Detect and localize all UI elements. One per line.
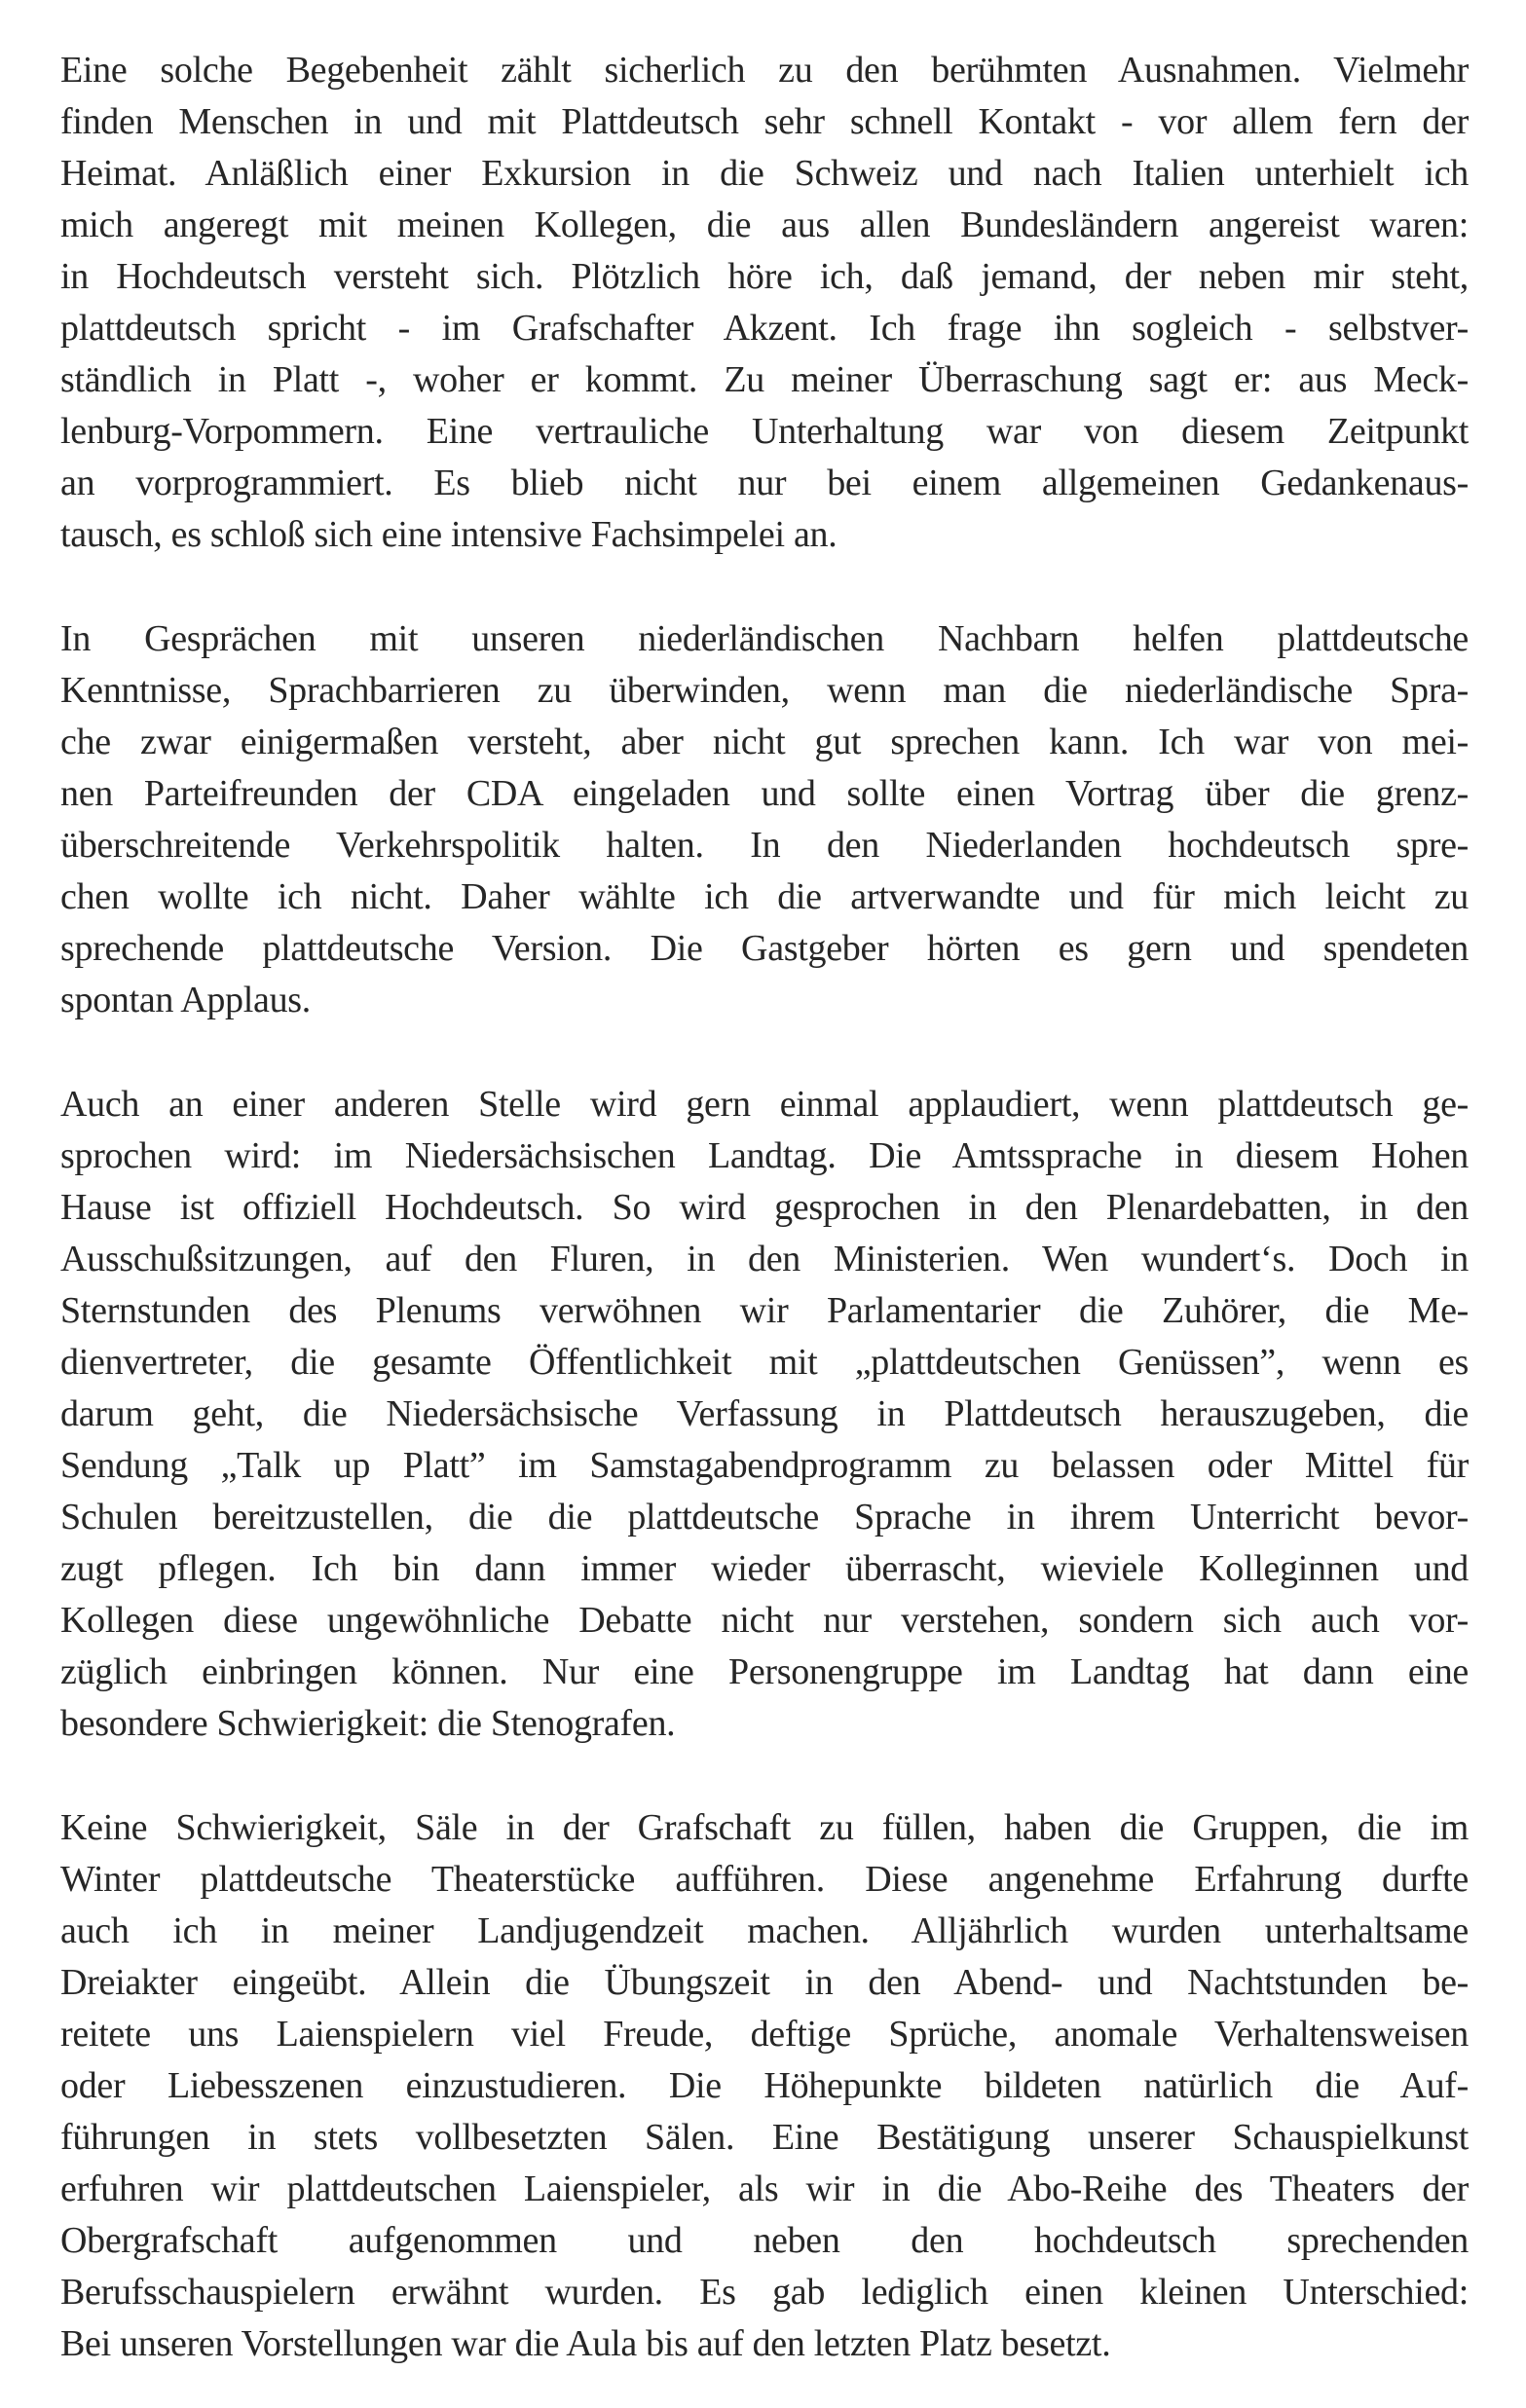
text-line: che zwar einigermaßen versteht, aber nicht gut sprechen kann. Ich war von mei- [60, 722, 1469, 762]
text-line: sprechende plattdeutsche Version. Die Gastgeber hörten es gern und spendeten [60, 928, 1469, 969]
text-content [60, 45, 1469, 2370]
text-line: dienvertreter, die gesamte Öffentlichkeit mit „plattdeutschen Genüssen”, wenn es [60, 1342, 1469, 1383]
text-line: plattdeutsch spricht - im Grafschafter Akzent. Ich frage ihn sogleich - selbstver- [60, 308, 1469, 349]
text-line: Sendung „Talk up Platt” im Samstagabendprogramm zu belassen oder Mittel für [60, 1445, 1469, 1486]
text-line: Dreiakter eingeübt. Allein die Übungszeit in den Abend- und Nachtstunden be- [60, 1962, 1469, 2003]
paragraph [60, 613, 1469, 1026]
text-line: Sternstunden des Plenums verwöhnen wir Parlamentarier die Zuhörer, die Me- [60, 1290, 1469, 1331]
text-line: Obergrafschaft aufgenommen und neben den hochdeutsch sprechenden [60, 2220, 1469, 2261]
paragraph [60, 45, 1469, 561]
text-line: züglich einbringen können. Nur eine Personengruppe im Landtag hat dann eine [60, 1651, 1469, 1692]
text-line: besondere Schwierigkeit: die Stenografen. [60, 1703, 676, 1744]
paragraph [60, 1802, 1469, 2370]
text-line: überschreitende Verkehrspolitik halten. In den Niederlanden hochdeutsch spre- [60, 825, 1469, 866]
text-line: darum geht, die Niedersächsische Verfassung in Plattdeutsch herauszugeben, die [60, 1393, 1469, 1434]
text-line: Ausschußsitzungen, auf den Fluren, in den Ministerien. Wen wundert‘s. Doch in [60, 1239, 1469, 1279]
text-line: mich angeregt mit meinen Kollegen, die aus allen Bundesländern angereist waren: [60, 204, 1469, 245]
text-line: lenburg-Vorpommern. Eine vertrauliche Unterhaltung war von diesem Zeitpunkt [60, 411, 1469, 452]
text-line: Schulen bereitzustellen, die die plattdeutsche Sprache in ihrem Unterricht bevor- [60, 1497, 1469, 1537]
text-line: sprochen wird: im Niedersächsischen Landtag. Die Amtssprache in diesem Hohen [60, 1135, 1469, 1176]
text-line: auch ich in meiner Landjugendzeit machen. Alljährlich wurden unterhaltsame [60, 1910, 1469, 1951]
text-line: oder Liebesszenen einzustudieren. Die Höhepunkte bildeten natürlich die Auf- [60, 2065, 1469, 2106]
text-line: erfuhren wir plattdeutschen Laienspieler, als wir in die Abo-Reihe des Theaters der [60, 2168, 1469, 2209]
text-line: Eine solche Begebenheit zählt sicherlich zu den berühmten Ausnahmen. Vielmehr [60, 50, 1469, 91]
text-line: chen wollte ich nicht. Daher wählte ich die artverwandte und für mich leicht zu [60, 876, 1469, 917]
text-line: Kollegen diese ungewöhnliche Debatte nicht nur verstehen, sondern sich auch vor- [60, 1600, 1469, 1641]
text-line: zugt pflegen. Ich bin dann immer wieder überrascht, wieviele Kolleginnen und [60, 1548, 1469, 1589]
paragraph [60, 1079, 1469, 1750]
text-line: Keine Schwierigkeit, Säle in der Grafschaft zu füllen, haben die Gruppen, die im [60, 1807, 1469, 1848]
text-line: In Gesprächen mit unseren niederländischen Nachbarn helfen plattdeutsche [60, 618, 1469, 659]
text-line: führungen in stets vollbesetzten Sälen. Eine Bestätigung unserer Schauspielkunst [60, 2117, 1469, 2158]
text-line: tausch, es schloß sich eine intensive Fachsimpelei an. [60, 514, 837, 555]
text-line: reitete uns Laienspielern viel Freude, deftige Sprüche, anomale Verhaltensweisen [60, 2014, 1469, 2055]
text-line: Hause ist offiziell Hochdeutsch. So wird gesprochen in den Plenardebatten, in den [60, 1187, 1469, 1228]
text-line: spontan Applaus. [60, 980, 311, 1020]
text-line: ständlich in Platt -, woher er kommt. Zu meiner Überraschung sagt er: aus Meck- [60, 359, 1469, 400]
text-line: Kenntnisse, Sprachbarrieren zu überwinden, wenn man die niederländische Spra- [60, 670, 1469, 711]
text-line: Auch an einer anderen Stelle wird gern einmal applaudiert, wenn plattdeutsch ge- [60, 1084, 1469, 1125]
text-line: finden Menschen in und mit Plattdeutsch sehr schnell Kontakt - vor allem fern der [60, 101, 1469, 142]
text-line: an vorprogrammiert. Es blieb nicht nur bei einem allgemeinen Gedankenaus- [60, 463, 1469, 503]
text-line: Heimat. Anläßlich einer Exkursion in die Schweiz und nach Italien unterhielt ich [60, 153, 1469, 194]
text-line: nen Parteifreunden der CDA eingeladen und sollte einen Vortrag über die grenz- [60, 773, 1469, 814]
text-line: in Hochdeutsch versteht sich. Plötzlich höre ich, daß jemand, der neben mir steht, [60, 256, 1469, 297]
text-line: Winter plattdeutsche Theaterstücke aufführen. Diese angenehme Erfahrung durfte [60, 1859, 1469, 1900]
text-line: Berufsschauspielern erwähnt wurden. Es gab lediglich einen kleinen Unterschied: [60, 2272, 1469, 2313]
text-line: Bei unseren Vorstellungen war die Aula bis auf den letzten Platz besetzt. [60, 2323, 1111, 2364]
